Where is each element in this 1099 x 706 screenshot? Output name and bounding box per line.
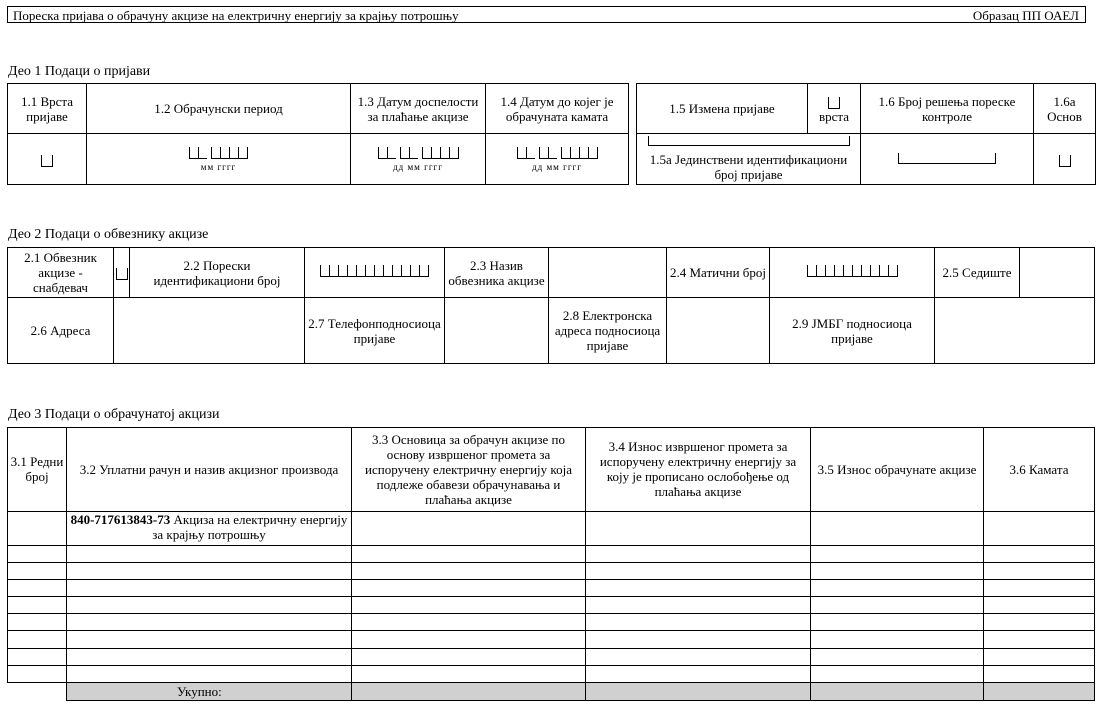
field-1-6a-cell <box>1034 134 1096 185</box>
field-1-4-cell <box>486 134 629 185</box>
total-base <box>352 682 586 700</box>
total-exempt <box>586 682 811 700</box>
excise-amount-cell[interactable] <box>811 511 984 545</box>
label-1-5: 1.5 Измена пријаве <box>637 84 808 134</box>
field-2-8-cell[interactable] <box>667 298 770 364</box>
label-2-5: 2.5 Седиште <box>935 248 1020 298</box>
part3-title: Део 3 Подаци о обрачунатој акцизи <box>8 407 220 422</box>
table-row <box>8 665 1095 682</box>
part2-title: Део 2 Подаци о обвезнику акцизе <box>8 227 209 242</box>
field-2-1-cell <box>114 248 130 298</box>
form-header <box>7 6 1086 23</box>
label-1-2: 1.2 Обрачунски период <box>87 84 351 134</box>
table-row <box>8 545 1095 562</box>
label-2-1: 2.1 Обвезник акцизе - снабдевач <box>8 248 114 298</box>
label-3-3: 3.3 Основица за обрачун акцизе по основу извршеног промета за испоручену електричну енергију која подлеже обавези обрачунавања и плаћања акцизе <box>352 428 586 512</box>
interest-date-format: дд мм гггг <box>532 161 582 172</box>
field-1-3-cell <box>351 134 486 185</box>
label-2-6: 2.6 Адреса <box>8 298 114 364</box>
field-2-6-cell[interactable] <box>114 298 305 364</box>
table-row <box>8 511 1095 545</box>
basis-box[interactable] <box>1059 155 1071 167</box>
part1-table-left <box>7 83 629 185</box>
part3-table <box>7 427 1095 701</box>
due-date-format: дд мм гггг <box>393 161 443 172</box>
label-2-9: 2.9 ЈМБГ подносиоца пријаве <box>770 298 935 364</box>
label-1-1: 1.1 Врста пријаве <box>8 84 87 134</box>
field-1-5a-cell <box>637 134 861 185</box>
unique-id-input[interactable] <box>648 136 850 146</box>
part2-table <box>7 247 1095 364</box>
amend-type-box[interactable] <box>828 97 840 109</box>
label-1-6: 1.6 Број решења пореске контроле <box>861 84 1034 134</box>
total-interest <box>984 682 1095 700</box>
form-title: Пореска пријава о обрачуну акцизе на електричну енергију за крајњу потрошњу <box>13 8 459 23</box>
field-2-2-cell <box>305 248 445 298</box>
part1-table-right <box>636 83 1096 185</box>
label-2-4: 2.4 Матични број <box>667 248 770 298</box>
total-label: Укупно: <box>67 682 352 700</box>
payment-account: 840-717613843-73 <box>70 511 171 527</box>
period-format: мм гггг <box>200 161 237 172</box>
field-2-4-cell <box>770 248 935 298</box>
due-date-input[interactable] <box>378 147 459 161</box>
label-3-6: 3.6 Камата <box>984 428 1095 512</box>
label-1-5a: 1.5а Јединствени идентификациони број пријаве <box>649 152 848 182</box>
label-3-5: 3.5 Износ обрачунате акцизе <box>811 428 984 512</box>
label-3-4: 3.4 Износ извршеног промета за испоручену електричну енергију за коју је прописано ослобођење од плаћања акцизе <box>586 428 811 512</box>
control-decision-input[interactable] <box>898 153 996 164</box>
label-vrsta: врста <box>818 108 850 124</box>
table-row <box>8 614 1095 631</box>
field-1-2-cell <box>87 134 351 185</box>
total-row <box>8 682 1095 700</box>
form-code: Образац ПП ОАЕЛ <box>972 8 1079 23</box>
label-1-6a: 1.6а Основ <box>1034 84 1096 134</box>
label-1-4: 1.4 Датум до којег је обрачуната камата <box>486 84 629 134</box>
registry-number-input[interactable] <box>807 265 898 279</box>
exempt-cell[interactable] <box>586 511 811 545</box>
label-2-3: 2.3 Назив обвезника акцизе <box>445 248 549 298</box>
field-1-6-cell <box>861 134 1034 185</box>
table-row <box>8 648 1095 665</box>
total-excise <box>811 682 984 700</box>
table-row <box>8 631 1095 648</box>
table-row <box>8 562 1095 579</box>
field-1-1-cell <box>8 134 87 185</box>
label-3-1: 3.1 Редни број <box>8 428 67 512</box>
label-2-7: 2.7 Телефонподносиоца пријаве <box>305 298 445 364</box>
label-3-2: 3.2 Уплатни рачун и назив акцизног производа <box>67 428 352 512</box>
base-cell[interactable] <box>352 511 586 545</box>
period-input[interactable] <box>189 147 248 161</box>
field-2-7-cell[interactable] <box>445 298 549 364</box>
row-number-cell[interactable] <box>8 511 67 545</box>
account-cell <box>67 511 352 545</box>
field-2-9-cell[interactable] <box>935 298 1095 364</box>
label-2-2: 2.2 Порески идентификациони број <box>130 248 305 298</box>
table-row <box>8 580 1095 597</box>
supplier-box[interactable] <box>116 268 128 280</box>
interest-cell[interactable] <box>984 511 1095 545</box>
tax-id-input[interactable] <box>320 265 429 279</box>
field-2-5-cell[interactable] <box>1020 248 1095 298</box>
amend-type-cell <box>808 84 861 134</box>
report-type-box[interactable] <box>41 155 53 167</box>
part1-title: Део 1 Подаци о пријави <box>8 64 151 79</box>
table-row <box>8 597 1095 614</box>
interest-date-input[interactable] <box>517 147 598 161</box>
field-2-3-cell[interactable] <box>549 248 667 298</box>
product-name: Акциза на електричну енергију за крајњу потрошњу <box>152 511 348 542</box>
label-2-8: 2.8 Електронска адреса подносиоца пријаве <box>549 298 667 364</box>
label-1-3: 1.3 Датум доспелости за плаћање акцизе <box>351 84 486 134</box>
